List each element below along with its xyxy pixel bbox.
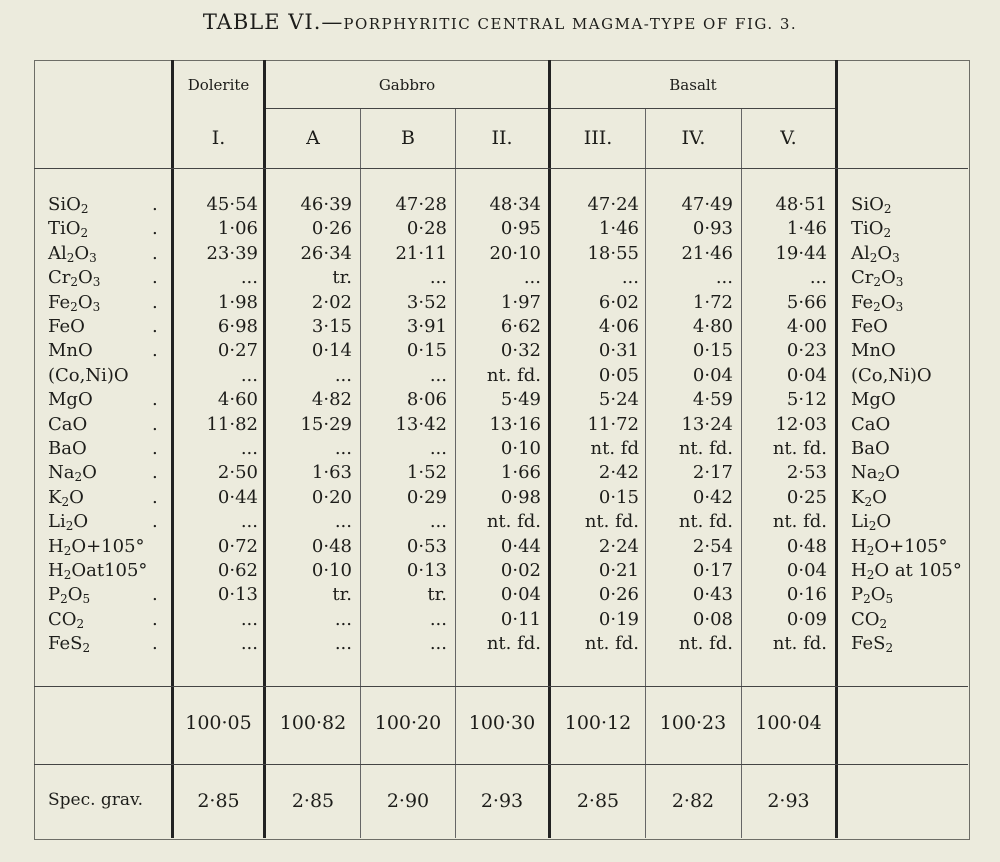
cell-I: ... [240, 438, 258, 459]
cell-II: 1·66 [500, 462, 541, 484]
cell-V: 5·66 [786, 291, 827, 313]
cell-III: 0·26 [598, 584, 639, 606]
cell-V: 0·25 [786, 486, 827, 508]
row-label-right: $Na_2O$ [851, 462, 900, 485]
cell-III: 2·24 [598, 535, 639, 557]
cell-I: 1·98 [217, 291, 258, 313]
cell-V: 48·51 [775, 194, 827, 215]
cell-IV: 21·46 [681, 242, 733, 264]
col-header-B: B [401, 127, 415, 149]
row-label: $P_2O_5$ . [48, 584, 158, 607]
spec-grav-II: 2·93 [480, 790, 524, 812]
col-header-III: III. [583, 127, 613, 149]
cell-I: 23·39 [206, 242, 258, 264]
cell-III: nt. fd. [584, 633, 639, 655]
cell-B: ... [429, 633, 447, 655]
leader-dot: . [152, 511, 158, 533]
leader-dot: . [152, 633, 158, 655]
cell-V: 5·12 [786, 389, 827, 411]
row-label-right: $Al_2O_3$ [851, 242, 900, 265]
row-label: SiO$_2$ . [48, 194, 158, 216]
cell-I: ... [240, 633, 258, 655]
row-label: CaO . [48, 413, 158, 435]
cell-II: 0·98 [500, 486, 541, 508]
cell-III: 0·05 [598, 364, 639, 386]
row-label-right: $CO_2$ [851, 608, 888, 631]
cell-B: 8·06 [406, 389, 447, 411]
cell-A: 26·34 [300, 242, 352, 264]
leader-dot: . [152, 267, 158, 289]
row-label-right: SiO$_2$ [851, 194, 892, 216]
cell-B: 13·42 [395, 413, 447, 435]
row-label: (Co,Ni)O [48, 364, 129, 386]
row-label: $Cr_2O_3$ . [48, 267, 158, 290]
leader-dot: . [152, 486, 158, 508]
cell-II: nt. fd. [486, 633, 541, 655]
cell-I: 6·98 [217, 316, 258, 337]
cell-II: ... [523, 267, 541, 289]
title-main: TABLE VI.— [202, 10, 344, 34]
row-label-right: $H_2O+105^\circ$ [851, 535, 948, 558]
cell-B: 0·53 [406, 535, 447, 557]
cell-V: nt. fd. [772, 633, 827, 655]
col-header-II: II. [491, 127, 513, 149]
total-III: 100·12 [564, 712, 632, 734]
cell-IV: ... [715, 267, 733, 289]
row-label: $Fe_2O_3$ . [48, 291, 158, 314]
row-label: $Na_2O$ . [48, 462, 158, 485]
cell-A: ... [334, 633, 352, 655]
cell-B: ... [429, 267, 447, 289]
row-label: MgO . [48, 389, 158, 411]
cell-II: 0·10 [500, 438, 541, 459]
cell-V: 4·00 [786, 316, 827, 337]
cell-I: 11·82 [206, 413, 258, 435]
col-header-I: I. [211, 127, 226, 149]
cell-II: 0·02 [500, 560, 541, 581]
cell-III: 2·42 [598, 462, 639, 484]
leader-dot: . [152, 413, 158, 435]
rule-after-basalt [835, 60, 838, 838]
row-label: MnO . [48, 340, 158, 362]
row-label-right: FeO [851, 316, 888, 337]
cell-A: 2·02 [311, 291, 352, 313]
leader-dot: . [152, 242, 158, 264]
total-IV: 100·23 [659, 712, 727, 734]
cell-IV: 2·17 [692, 462, 733, 484]
cell-III: 4·06 [598, 316, 639, 337]
cell-II: 5·49 [500, 389, 541, 411]
cell-V: 1·46 [786, 218, 827, 240]
row-label: $H_2Oat105^\circ$ [48, 560, 148, 582]
cell-III: 47·24 [587, 194, 639, 215]
cell-I: ... [240, 267, 258, 289]
cell-IV: nt. fd. [678, 633, 733, 655]
cell-III: 0·21 [598, 560, 639, 581]
cell-IV: 0·17 [692, 560, 733, 581]
cell-V: 2·53 [786, 462, 827, 484]
cell-I: 2·50 [217, 462, 258, 484]
cell-V: nt. fd. [772, 511, 827, 533]
cell-II: 13·16 [489, 413, 541, 435]
leader-dot: . [152, 584, 158, 606]
cell-I: 45·54 [206, 194, 258, 215]
cell-A: tr. [332, 267, 352, 289]
spec-grav-I: 2·85 [197, 790, 240, 812]
rule-below-header [34, 168, 968, 169]
cell-B: ... [429, 511, 447, 533]
row-label-right: BaO [851, 438, 890, 459]
cell-V: ... [809, 267, 827, 289]
group-basalt: Basalt [669, 76, 717, 94]
leader-dot: . [152, 340, 158, 362]
row-label: $Li_2O$ . [48, 511, 158, 534]
cell-A: ... [334, 511, 352, 533]
cell-V: 0·48 [786, 535, 827, 557]
cell-IV: 0·42 [692, 486, 733, 508]
cell-A: ... [334, 608, 352, 630]
cell-V: 19·44 [775, 242, 827, 264]
cell-B: ... [429, 608, 447, 630]
row-label: BaO . [48, 438, 158, 459]
leader-dot: . [152, 291, 158, 313]
cell-I: ... [240, 511, 258, 533]
cell-II: 48·34 [489, 194, 541, 215]
cell-B: 0·28 [406, 218, 447, 240]
cell-B: 0·29 [406, 486, 447, 508]
cell-B: tr. [427, 584, 447, 606]
rule-above-totals [34, 686, 968, 687]
leader-dot: . [152, 608, 158, 630]
total-II: 100·30 [468, 712, 536, 734]
cell-II: 0·32 [500, 340, 541, 362]
cell-IV: nt. fd. [678, 511, 733, 533]
cell-V: 0·04 [786, 560, 827, 581]
cell-B: 21·11 [395, 242, 447, 264]
cell-III: ... [621, 267, 639, 289]
cell-I: ... [240, 608, 258, 630]
total-B: 100·20 [374, 712, 442, 734]
cell-IV: 0·93 [692, 218, 733, 240]
cell-B: ... [429, 438, 447, 459]
col-header-IV: IV. [681, 127, 706, 149]
cell-II: 0·44 [500, 535, 541, 557]
leader-dot: . [152, 462, 158, 484]
rule-above-spec [34, 764, 968, 765]
cell-I: 0·44 [217, 486, 258, 508]
cell-IV: 47·49 [681, 194, 733, 215]
cell-IV: 1·72 [692, 291, 733, 313]
rule-group-underline-basalt [551, 108, 835, 109]
cell-IV: 2·54 [692, 535, 733, 557]
cell-B: 0·15 [406, 340, 447, 362]
cell-III: 11·72 [587, 413, 639, 435]
cell-IV: 0·43 [692, 584, 733, 606]
cell-IV: 0·04 [692, 364, 733, 386]
cell-A: 15·29 [300, 413, 352, 435]
leader-dot: . [152, 316, 158, 337]
cell-I: ... [240, 364, 258, 386]
row-label-right: $K_2O$ [851, 486, 887, 509]
leader-dot: . [152, 218, 158, 240]
cell-II: 0·11 [500, 608, 541, 630]
cell-I: 0·13 [217, 584, 258, 606]
row-label: $H_2O+105^\circ$ [48, 535, 145, 558]
cell-B: 47·28 [395, 194, 447, 215]
row-label: $CO_2$ . [48, 608, 158, 631]
spec-grav-B: 2·90 [386, 790, 430, 812]
spec-grav-V: 2·93 [767, 790, 810, 812]
cell-IV: 0·15 [692, 340, 733, 362]
cell-I: 0·72 [217, 535, 258, 557]
cell-V: 0·23 [786, 340, 827, 362]
cell-I: 1·06 [217, 218, 258, 240]
row-label: $K_2O$ . [48, 486, 158, 509]
group-dolerite: Dolerite [187, 76, 250, 94]
leader-dot: . [152, 194, 158, 215]
cell-B: ... [429, 364, 447, 386]
row-label-right: CaO [851, 413, 891, 435]
cell-V: 0·09 [786, 608, 827, 630]
spec-grav-III: 2·85 [576, 790, 620, 812]
cell-II: 0·95 [500, 218, 541, 240]
cell-V: 0·04 [786, 364, 827, 386]
cell-V: 12·03 [775, 413, 827, 435]
cell-III: 5·24 [598, 389, 639, 411]
cell-A: 1·63 [311, 462, 352, 484]
spec-grav-A: 2·85 [291, 790, 335, 812]
col-header-A: A [306, 127, 320, 149]
spec-grav-label: Spec. grav. [48, 790, 144, 810]
table-title [0, 10, 1000, 34]
cell-A: 3·15 [311, 316, 352, 337]
cell-II: 6·62 [500, 316, 541, 337]
cell-IV: 13·24 [681, 413, 733, 435]
row-label-right: $Fe_2O_3$ [851, 291, 904, 314]
group-gabbro: Gabbro [378, 76, 436, 94]
row-label-right: (Co,Ni)O [851, 364, 932, 386]
row-label-right: $Cr_2O_3$ [851, 267, 904, 290]
cell-I: 4·60 [217, 389, 258, 411]
cell-B: 0·13 [406, 560, 447, 581]
cell-A: 4·82 [311, 389, 352, 411]
total-I: 100·05 [185, 712, 252, 734]
cell-B: 3·52 [406, 291, 447, 313]
cell-III: 18·55 [587, 242, 639, 264]
cell-IV: nt. fd. [678, 438, 733, 459]
rule-group-underline-gabbro [266, 108, 548, 109]
row-label-right: $Li_2O$ [851, 511, 892, 534]
row-label: FeO . [48, 316, 158, 337]
cell-V: nt. fd. [772, 438, 827, 459]
total-A: 100·82 [279, 712, 347, 734]
total-V: 100·04 [755, 712, 822, 734]
row-label-right: MgO [851, 389, 896, 411]
cell-III: nt. fd [590, 438, 639, 459]
row-label-right: $P_2O_5$ [851, 584, 894, 607]
cell-III: 1·46 [598, 218, 639, 240]
title-subtitle: PORPHYRITIC CENTRAL MAGMA-TYPE OF FIG. 3. [343, 15, 798, 33]
row-label-right: FeS$_2$ [851, 633, 894, 656]
row-label-right: TiO$_2$ [851, 218, 892, 241]
cell-II: 20·10 [489, 242, 541, 264]
row-label-right: MnO [851, 340, 896, 362]
cell-III: 0·31 [598, 340, 639, 362]
row-label-right: $H_2O$ at 105° [851, 560, 962, 582]
spec-grav-IV: 2·82 [671, 790, 715, 812]
cell-A: ... [334, 438, 352, 459]
cell-III: 0·19 [598, 608, 639, 630]
cell-A: ... [334, 364, 352, 386]
cell-A: 0·10 [311, 560, 352, 581]
leader-dot: . [152, 389, 158, 411]
cell-II: nt. fd. [486, 364, 541, 386]
cell-B: 1·52 [406, 462, 447, 484]
leader-dot: . [152, 438, 158, 459]
cell-III: nt. fd. [584, 511, 639, 533]
cell-V: 0·16 [786, 584, 827, 606]
col-header-V: V. [780, 127, 797, 149]
cell-IV: 4·59 [692, 389, 733, 411]
cell-A: 0·20 [311, 486, 352, 508]
row-label: TiO$_2$ . [48, 218, 158, 241]
cell-A: 0·26 [311, 218, 352, 240]
cell-II: 1·97 [500, 291, 541, 313]
cell-I: 0·27 [217, 340, 258, 362]
cell-A: 0·48 [311, 535, 352, 557]
cell-A: 0·14 [311, 340, 352, 362]
cell-A: 46·39 [300, 194, 352, 215]
cell-III: 0·15 [598, 486, 639, 508]
cell-I: 0·62 [217, 560, 258, 581]
cell-II: nt. fd. [486, 511, 541, 533]
cell-IV: 4·80 [692, 316, 733, 337]
row-label: $Al_2O_3$ . [48, 242, 158, 265]
cell-III: 6·02 [598, 291, 639, 313]
row-label: FeS$_2$ . [48, 633, 158, 656]
cell-B: 3·91 [406, 316, 447, 337]
cell-II: 0·04 [500, 584, 541, 606]
cell-IV: 0·08 [692, 608, 733, 630]
cell-A: tr. [332, 584, 352, 606]
